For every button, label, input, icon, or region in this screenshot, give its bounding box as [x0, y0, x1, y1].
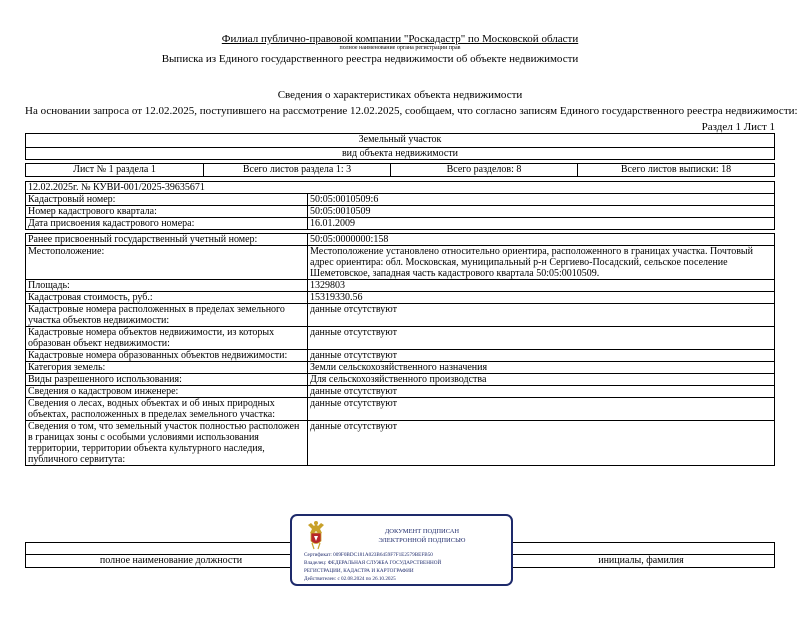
row-label: Дата присвоения кадастрового номера: — [26, 218, 308, 230]
row-value: 15319330.56 — [308, 292, 775, 304]
row-value: 50:05:0010509:6 — [308, 194, 775, 206]
row-value: Земли сельскохозяйственного назначения — [308, 362, 775, 374]
table-row — [26, 350, 775, 362]
row-label: Ранее присвоенный государственный учетный номер: — [26, 234, 308, 246]
name-caption: инициалы, фамилия — [508, 555, 775, 568]
table-row — [26, 206, 775, 218]
table-row — [26, 234, 775, 246]
row-value: 50:05:0010509 — [308, 206, 775, 218]
table-row — [26, 374, 775, 386]
stamp-line-2: ЭЛЕКТРОННОЙ ПОДПИСЬЮ — [378, 537, 466, 544]
section-sheet: Раздел 1 Лист 1 — [701, 121, 775, 133]
stamp-owner-1: Владелец: ФЕДЕРАЛЬНАЯ СЛУЖБА ГОСУДАРСТВЕННОЙ — [304, 560, 442, 566]
row-label: Кадастровые номера образованных объектов недвижимости: — [26, 350, 308, 362]
sheet-number: Лист № 1 раздела 1 — [26, 164, 204, 177]
table-row — [26, 304, 775, 327]
stamp-certificate: Сертификат: 009F0BDC181A023B6459F7F1E2579BEFB50 — [304, 552, 433, 558]
sections-count: Всего разделов: 8 — [391, 164, 578, 177]
position-caption: полное наименование должности — [26, 555, 317, 568]
object-type-caption: вид объекта недвижимости — [341, 148, 459, 159]
table-row — [26, 218, 775, 230]
table-row — [26, 280, 775, 292]
row-label: Кадастровый номер: — [26, 194, 308, 206]
table-row — [26, 386, 775, 398]
table-row — [26, 362, 775, 374]
stamp-validity: Действителен: с 02.08.2024 по 26.10.2025 — [304, 576, 396, 582]
table-row — [26, 246, 775, 280]
table-row — [26, 398, 775, 421]
section-title: Сведения о характеристиках объекта недвижимости — [277, 89, 523, 101]
electronic-signature-stamp — [290, 514, 513, 586]
row-value: 50:05:0000000:158 — [308, 234, 775, 246]
row-value: 16.01.2009 — [308, 218, 775, 230]
row-value: данные отсутствуют — [308, 398, 775, 421]
row-value: 1329803 — [308, 280, 775, 292]
row-value: Для сельскохозяйственного производства — [308, 374, 775, 386]
table-row — [26, 194, 775, 206]
row-value: данные отсутствуют — [308, 350, 775, 362]
row-label: Сведения о кадастровом инженере: — [26, 386, 308, 398]
name-cell — [508, 543, 775, 555]
table-row — [26, 327, 775, 350]
object-type-box — [25, 133, 775, 160]
russian-coat-of-arms-icon — [304, 519, 328, 551]
row-label: Кадастровые номера расположенных в пределах земельного участка объектов недвижимости: — [26, 304, 308, 327]
row-label: Площадь: — [26, 280, 308, 292]
stamp-owner-2: РЕГИСТРАЦИИ, КАДАСТРА И КАРТОГРАФИИ — [304, 568, 414, 574]
row-value: данные отсутствуют — [308, 304, 775, 327]
sheets-in-section: Всего листов раздела 1: 3 — [204, 164, 391, 177]
row-label: Виды разрешенного использования: — [26, 374, 308, 386]
document-title: Выписка из Единого государственного реестра недвижимости об объекте недвижимости — [161, 53, 579, 65]
position-cell — [26, 543, 317, 555]
row-value: Местоположение установлено относительно ориентира, расположенного в границах участка. Почтовый адрес ориентира: обл. Московская, муниципальный р-н Сергиево-Посадский, сельское поселение Шеметовское, западная часть кадастрового квартала 50:05:0010509. — [308, 246, 775, 280]
total-sheets: Всего листов выписки: 18 — [578, 164, 775, 177]
sheet-info-row — [25, 163, 775, 177]
row-label: Местоположение: — [26, 246, 308, 280]
table-row — [26, 421, 775, 466]
row-label: Кадастровая стоимость, руб.: — [26, 292, 308, 304]
row-value: данные отсутствуют — [308, 386, 775, 398]
intro-text: На основании запроса от 12.02.2025, поступившего на рассмотрение 12.02.2025, сообщаем, что согласно записям Единого государственного реестра недвижимости: — [25, 105, 798, 117]
table-row — [26, 292, 775, 304]
row-label: Номер кадастрового квартала: — [26, 206, 308, 218]
org-name: Филиал публично-правовой компании "Роскадастр" по Московской области — [221, 33, 579, 45]
org-caption: полное наименование органа регистрации прав — [339, 45, 461, 51]
row-value: данные отсутствуют — [308, 421, 775, 466]
row-label: Кадастровые номера объектов недвижимости, из которых образован объект недвижимости: — [26, 327, 308, 350]
object-type: Земельный участок — [26, 134, 774, 148]
stamp-line-1: ДОКУМЕНТ ПОДПИСАН — [384, 528, 460, 535]
row-value: данные отсутствуют — [308, 327, 775, 350]
object-details-table — [25, 181, 775, 466]
row-label: Сведения о том, что земельный участок полностью расположен в границах зоны с особыми условиями использования территории, территории объекта культурного наследия, публичного сервитута: — [26, 421, 308, 466]
record-reference: 12.02.2025г. № КУВИ-001/2025-39635671 — [26, 182, 775, 194]
row-label: Сведения о лесах, водных объектах и об иных природных объектах, расположенных в пределах земельного участка: — [26, 398, 308, 421]
row-label: Категория земель: — [26, 362, 308, 374]
